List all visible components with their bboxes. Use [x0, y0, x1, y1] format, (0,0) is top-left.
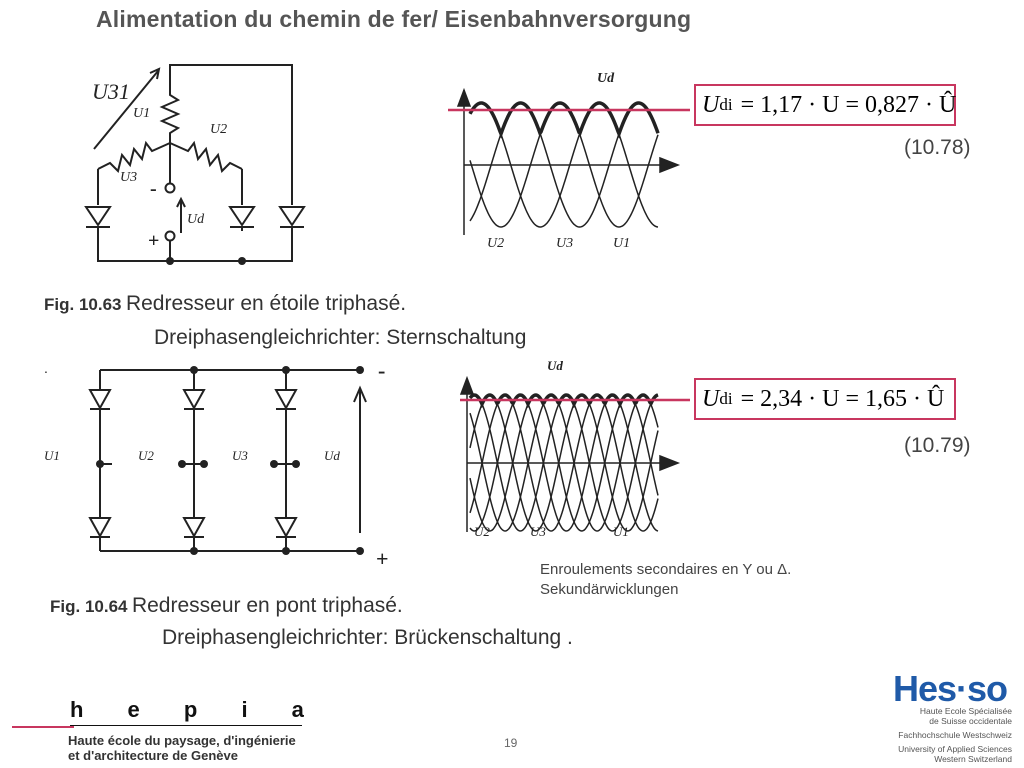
- hes-line1: Haute Ecole Spécialisée: [919, 706, 1012, 716]
- ud-label: Ud: [187, 212, 205, 227]
- fig-label: Fig. 10.63: [44, 295, 122, 314]
- minus-terminal-label: -: [378, 358, 386, 383]
- u1-label: U1: [613, 524, 629, 539]
- plus-terminal-label: +: [376, 546, 389, 571]
- minus-terminal-label: -: [150, 178, 157, 200]
- fig-line1: Redresseur en étoile triphasé.: [125, 292, 407, 315]
- equation-number: (10.79): [904, 434, 971, 457]
- u31-label: U31: [92, 79, 130, 104]
- hepia-logo: h e p i a: [70, 697, 323, 722]
- caption-dot: .: [44, 360, 48, 376]
- eq-rhs: = 1,17 · U = 0,827 · Û: [740, 91, 957, 118]
- junction-dot: [166, 257, 174, 265]
- page-number: 19: [504, 736, 518, 750]
- bridge-waveform-plot: [440, 352, 690, 542]
- hes-so-text: [880, 706, 1012, 764]
- junction-dot: [96, 460, 104, 468]
- fig-line1: Redresseur en pont triphasé.: [131, 594, 403, 617]
- equation-number: (10.78): [904, 136, 971, 159]
- eq-sub: di: [719, 95, 733, 114]
- u2-label: U2: [138, 448, 154, 463]
- hepia-divider: [70, 725, 302, 726]
- junction-dot: [292, 460, 300, 468]
- u1-label: U1: [133, 106, 151, 121]
- slide-title: Alimentation du chemin de fer/ Eisenbahnversorgung: [96, 6, 692, 32]
- eq-sub: di: [719, 389, 733, 408]
- school-name: [68, 733, 296, 763]
- u2-label: U2: [487, 236, 505, 251]
- fig-caption-line2: Dreiphasengleichrichter: Sternschaltung: [154, 326, 527, 349]
- u3-label: U3: [556, 236, 574, 251]
- eq-lhs: U: [702, 385, 720, 412]
- u1-label: U1: [44, 448, 60, 463]
- ud-label: Ud: [597, 71, 615, 86]
- fig-label: Fig. 10.64: [50, 597, 128, 616]
- eq-rhs: = 2,34 · U = 1,65 · Û: [740, 385, 945, 412]
- fig-caption-10-64: [50, 594, 403, 618]
- envelope-curve: [470, 103, 658, 134]
- fig-caption-line2: Dreiphasengleichrichter: Brückenschaltung .: [162, 626, 573, 649]
- junction-dot: [270, 460, 278, 468]
- junction-dot: [356, 366, 364, 374]
- eq-lhs: U: [702, 91, 720, 118]
- junction-dot: [178, 460, 186, 468]
- hes-line3: Fachhochschule Westschweiz: [898, 730, 1012, 740]
- u3-label: U3: [120, 170, 138, 185]
- junction-dot: [190, 547, 198, 555]
- hes-line4: University of Applied Sciences: [898, 744, 1012, 754]
- u1-label: U1: [613, 236, 631, 251]
- note-line1: Enroulements secondaires en Y ou Δ.: [540, 561, 792, 578]
- school-line2: et d'architecture de Genève: [68, 748, 238, 763]
- u2-label: U2: [210, 122, 228, 137]
- school-line1: Haute école du paysage, d'ingénierie: [68, 733, 296, 748]
- star-rectifier-diagram: [80, 55, 310, 280]
- equation-10-78: [694, 84, 956, 126]
- hes-line5: Western Switzerland: [934, 754, 1012, 764]
- ud-label: Ud: [547, 358, 563, 373]
- u3-label: U3: [530, 524, 546, 539]
- note-line2: Sekundärwicklungen: [540, 581, 679, 598]
- hes-line2: de Suisse occidentale: [929, 716, 1012, 726]
- u3-label: U3: [232, 448, 248, 463]
- junction-dot: [200, 460, 208, 468]
- ud-label: Ud: [324, 448, 340, 463]
- plus-terminal-label: +: [148, 230, 160, 252]
- u2-label: U2: [474, 524, 490, 539]
- junction-dot: [190, 366, 198, 374]
- fig-caption-10-63: [44, 292, 406, 316]
- winding-note: [540, 560, 791, 600]
- junction-dot: [282, 366, 290, 374]
- bridge-rectifier-diagram: [40, 358, 405, 573]
- junction-dot: [356, 547, 364, 555]
- footer-accent-line: [12, 726, 74, 728]
- equation-10-79: [694, 378, 956, 420]
- hes-so-logo: Hes·so: [893, 668, 1008, 709]
- star-waveform-plot: [440, 60, 690, 255]
- junction-dot: [238, 257, 246, 265]
- junction-dot: [282, 547, 290, 555]
